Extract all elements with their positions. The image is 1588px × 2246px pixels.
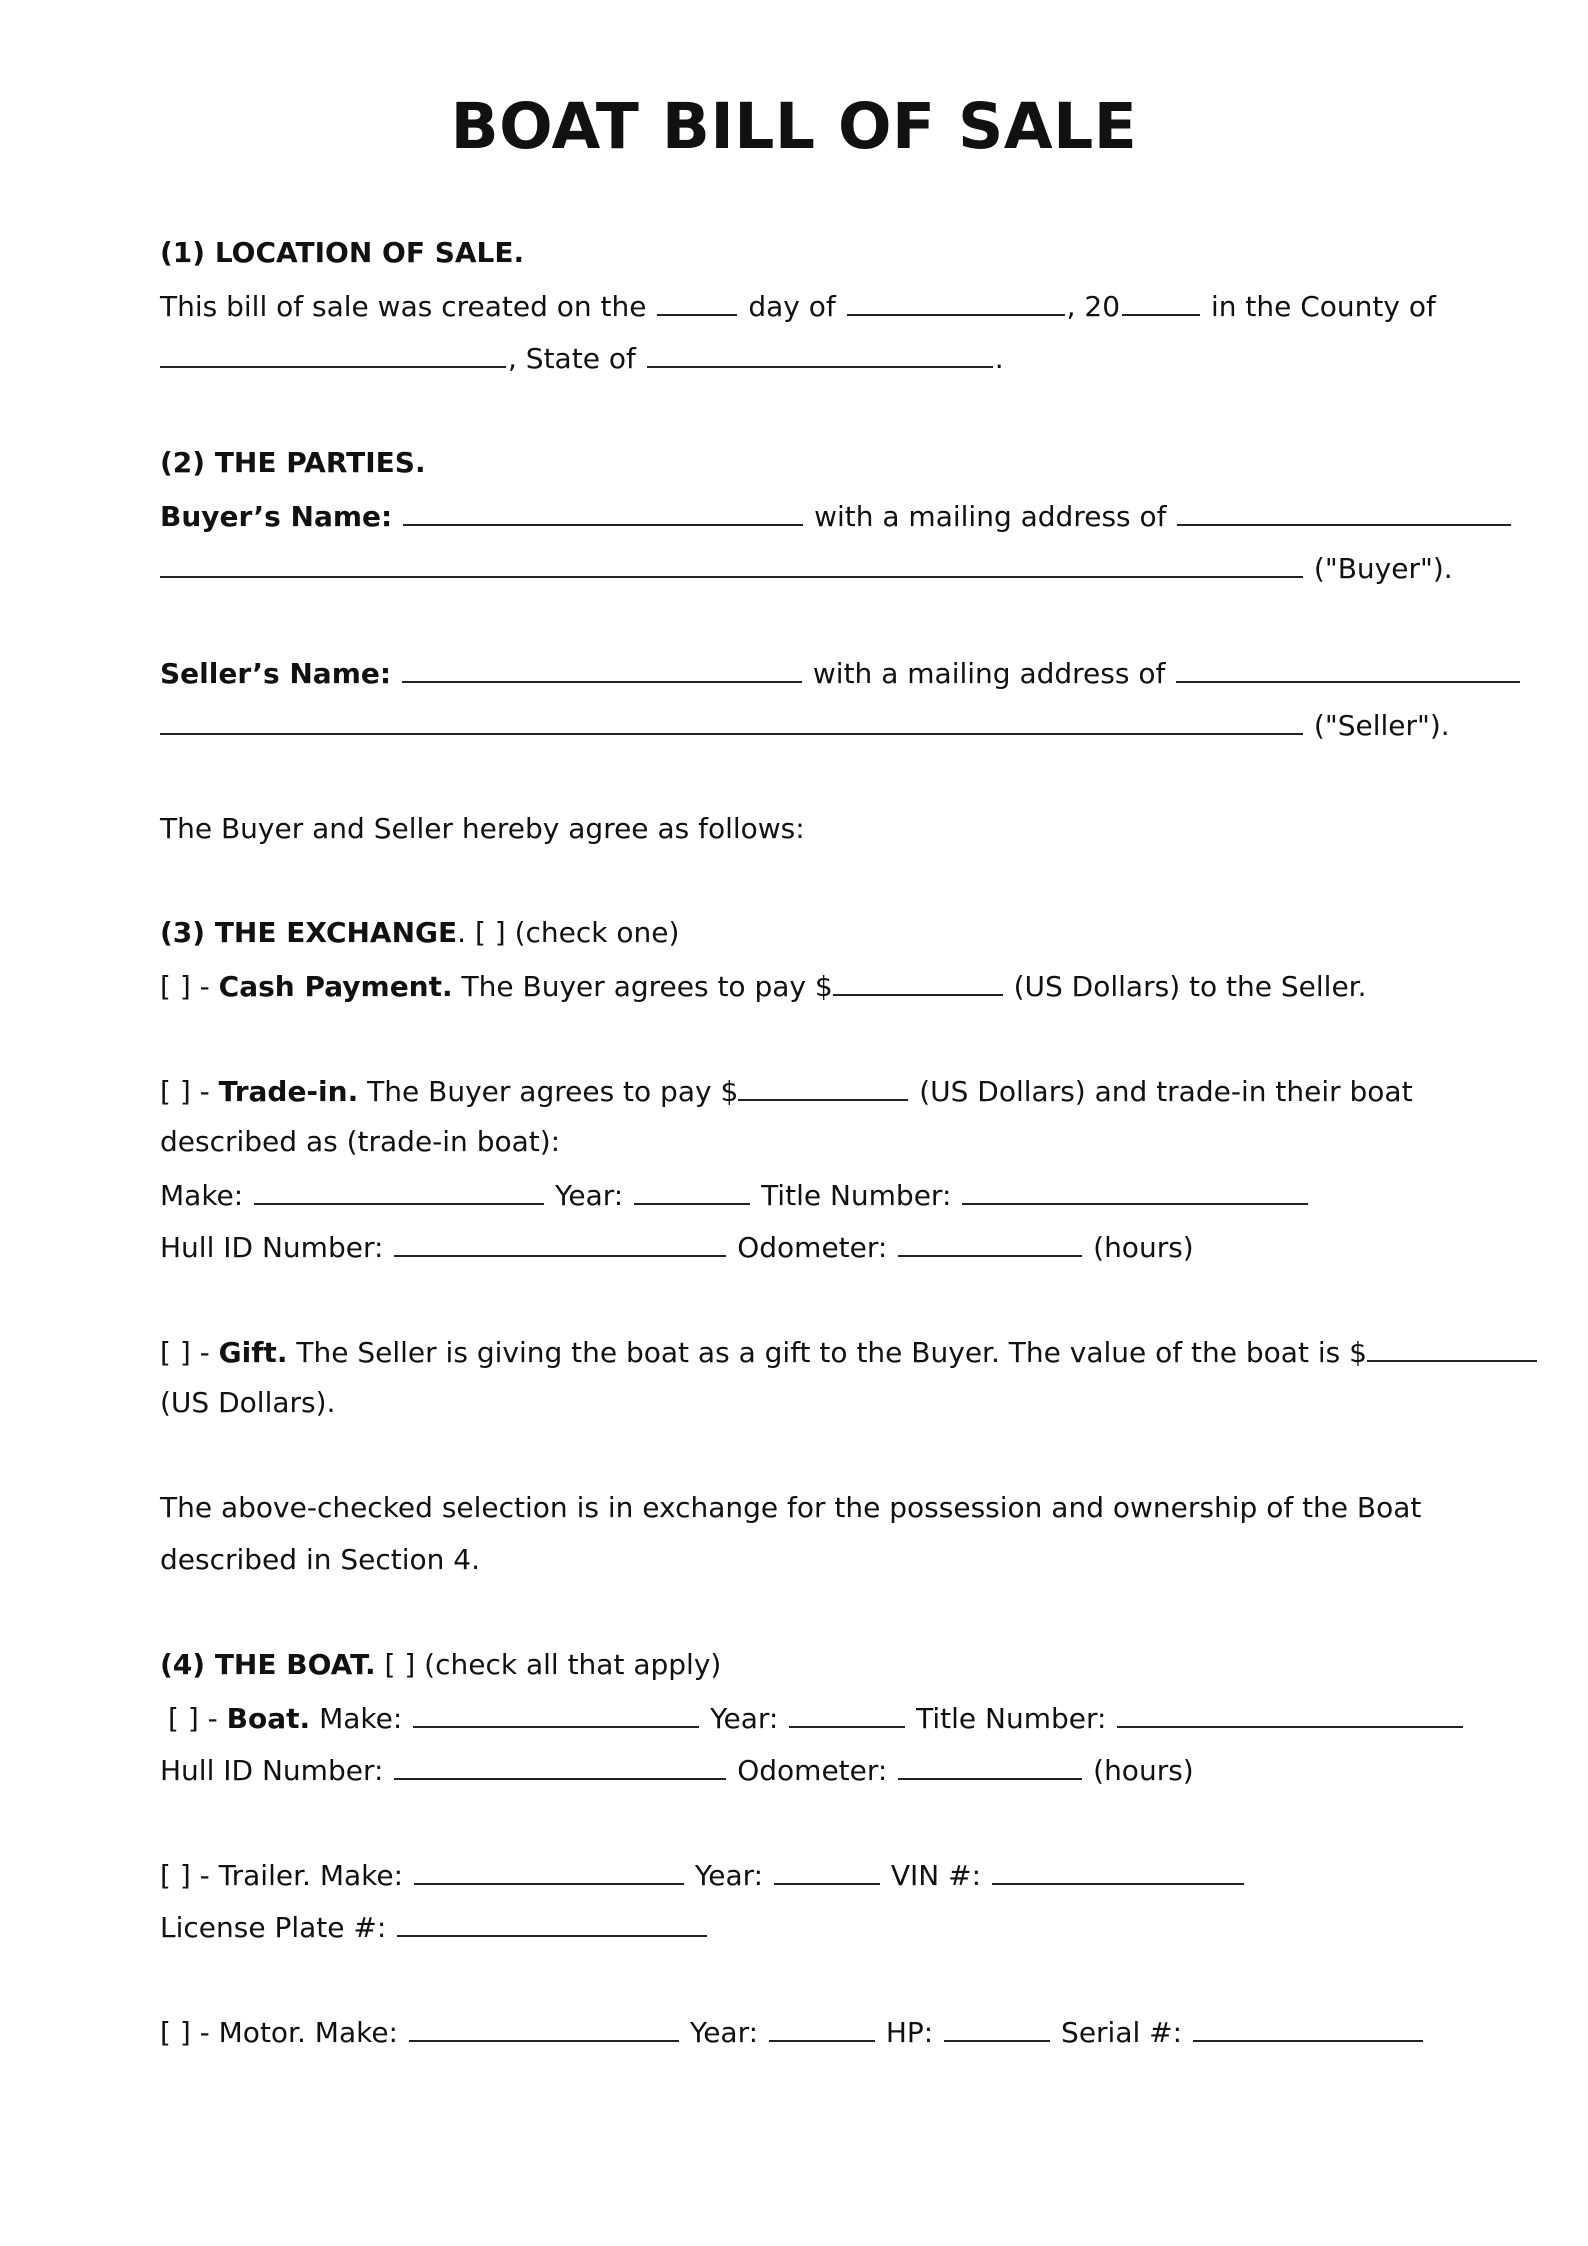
motor-serial-field[interactable]	[1193, 2014, 1423, 2042]
document-title: BOAT BILL OF SALE	[450, 90, 1138, 163]
section-2-heading: (2) THE PARTIES.	[160, 446, 426, 479]
license-plate-field[interactable]	[397, 1909, 707, 1937]
trade-make-field[interactable]	[254, 1177, 544, 1205]
boat-hull-field[interactable]	[394, 1752, 726, 1780]
trailer-year-field[interactable]	[774, 1857, 880, 1885]
boat-odometer-field[interactable]	[898, 1752, 1082, 1780]
cash-amount-field[interactable]	[833, 968, 1003, 996]
motor-checkbox[interactable]: [ ] - Motor. Make:	[160, 2016, 398, 2049]
boat-make-line: [ ] - Boat. Make: Year: Title Number:	[168, 1700, 1465, 1735]
above-checked-text-1: The above-checked selection is in exchange for the possession and ownership of the Boat	[160, 1491, 1422, 1524]
section-1-line-2: , State of .	[160, 340, 1004, 375]
gift-checkbox[interactable]: [ ] -	[160, 1336, 210, 1369]
cash-checkbox[interactable]: [ ] -	[160, 970, 210, 1003]
trailer-vin-field[interactable]	[992, 1857, 1244, 1885]
license-plate-line: License Plate #:	[160, 1909, 709, 1944]
section-4-heading: (4) THE BOAT. [ ] (check all that apply)	[160, 1648, 722, 1681]
trade-in-make-line: Make: Year: Title Number:	[160, 1177, 1310, 1212]
buyer-name-field[interactable]	[403, 498, 803, 526]
gift-line: [ ] - Gift. The Seller is giving the boat as a gift to the Buyer. The value of the boat is $	[160, 1334, 1539, 1369]
boat-year-field[interactable]	[789, 1700, 905, 1728]
month-field[interactable]	[847, 288, 1065, 316]
trade-in-line: [ ] - Trade-in. The Buyer agrees to pay $ (US Dollars) and trade-in their boat	[160, 1075, 1413, 1108]
trade-hull-field[interactable]	[394, 1229, 726, 1257]
motor-year-field[interactable]	[769, 2014, 875, 2042]
trade-in-checkbox[interactable]: [ ] -	[160, 1075, 210, 1108]
above-checked-text-2: described in Section 4.	[160, 1543, 481, 1576]
day-field[interactable]	[657, 288, 737, 316]
trade-amount-field[interactable]	[738, 1073, 908, 1101]
seller-line-2: ("Seller").	[160, 707, 1450, 742]
seller-line-1: Seller’s Name: with a mailing address of	[160, 655, 1522, 690]
boat-make-field[interactable]	[413, 1700, 699, 1728]
trailer-checkbox[interactable]: [ ] - Trailer. Make:	[160, 1859, 404, 1892]
section-3-heading: (3) THE EXCHANGE. [ ] (check one)	[160, 916, 680, 949]
year-field[interactable]	[1122, 288, 1200, 316]
state-field[interactable]	[647, 340, 993, 368]
buyer-line-1: Buyer’s Name: with a mailing address of	[160, 498, 1513, 533]
agree-text: The Buyer and Seller hereby agree as follows:	[160, 812, 805, 845]
motor-line: [ ] - Motor. Make: Year: HP: Serial #:	[160, 2014, 1425, 2049]
gift-value-field[interactable]	[1367, 1334, 1537, 1362]
seller-address-field[interactable]	[1176, 655, 1520, 683]
boat-checkbox[interactable]: [ ] -	[168, 1702, 218, 1735]
buyer-line-2: ("Buyer").	[160, 550, 1453, 585]
trailer-make-field[interactable]	[414, 1857, 684, 1885]
motor-hp-field[interactable]	[944, 2014, 1050, 2042]
boat-hull-line: Hull ID Number: Odometer: (hours)	[160, 1754, 1194, 1787]
buyer-address-field-2[interactable]	[160, 550, 1303, 578]
trade-title-field[interactable]	[962, 1177, 1308, 1205]
trade-year-field[interactable]	[634, 1177, 750, 1205]
trade-in-hull-line: Hull ID Number: Odometer: (hours)	[160, 1231, 1194, 1264]
seller-address-field-2[interactable]	[160, 707, 1303, 735]
county-field[interactable]	[160, 340, 506, 368]
gift-end: (US Dollars).	[160, 1386, 336, 1419]
motor-make-field[interactable]	[409, 2014, 679, 2042]
trade-in-desc: described as (trade-in boat):	[160, 1125, 561, 1158]
buyer-address-field[interactable]	[1177, 498, 1511, 526]
trade-odometer-field[interactable]	[898, 1229, 1082, 1257]
boat-title-field[interactable]	[1117, 1700, 1463, 1728]
section-1-heading: (1) LOCATION OF SALE.	[160, 236, 525, 269]
section-1-line-1: This bill of sale was created on the day of , 20 in the County of	[160, 290, 1436, 323]
cash-payment-line: [ ] - Cash Payment. The Buyer agrees to pay $ (US Dollars) to the Seller.	[160, 970, 1367, 1003]
seller-name-field[interactable]	[402, 655, 802, 683]
trailer-line: [ ] - Trailer. Make: Year: VIN #:	[160, 1857, 1246, 1892]
